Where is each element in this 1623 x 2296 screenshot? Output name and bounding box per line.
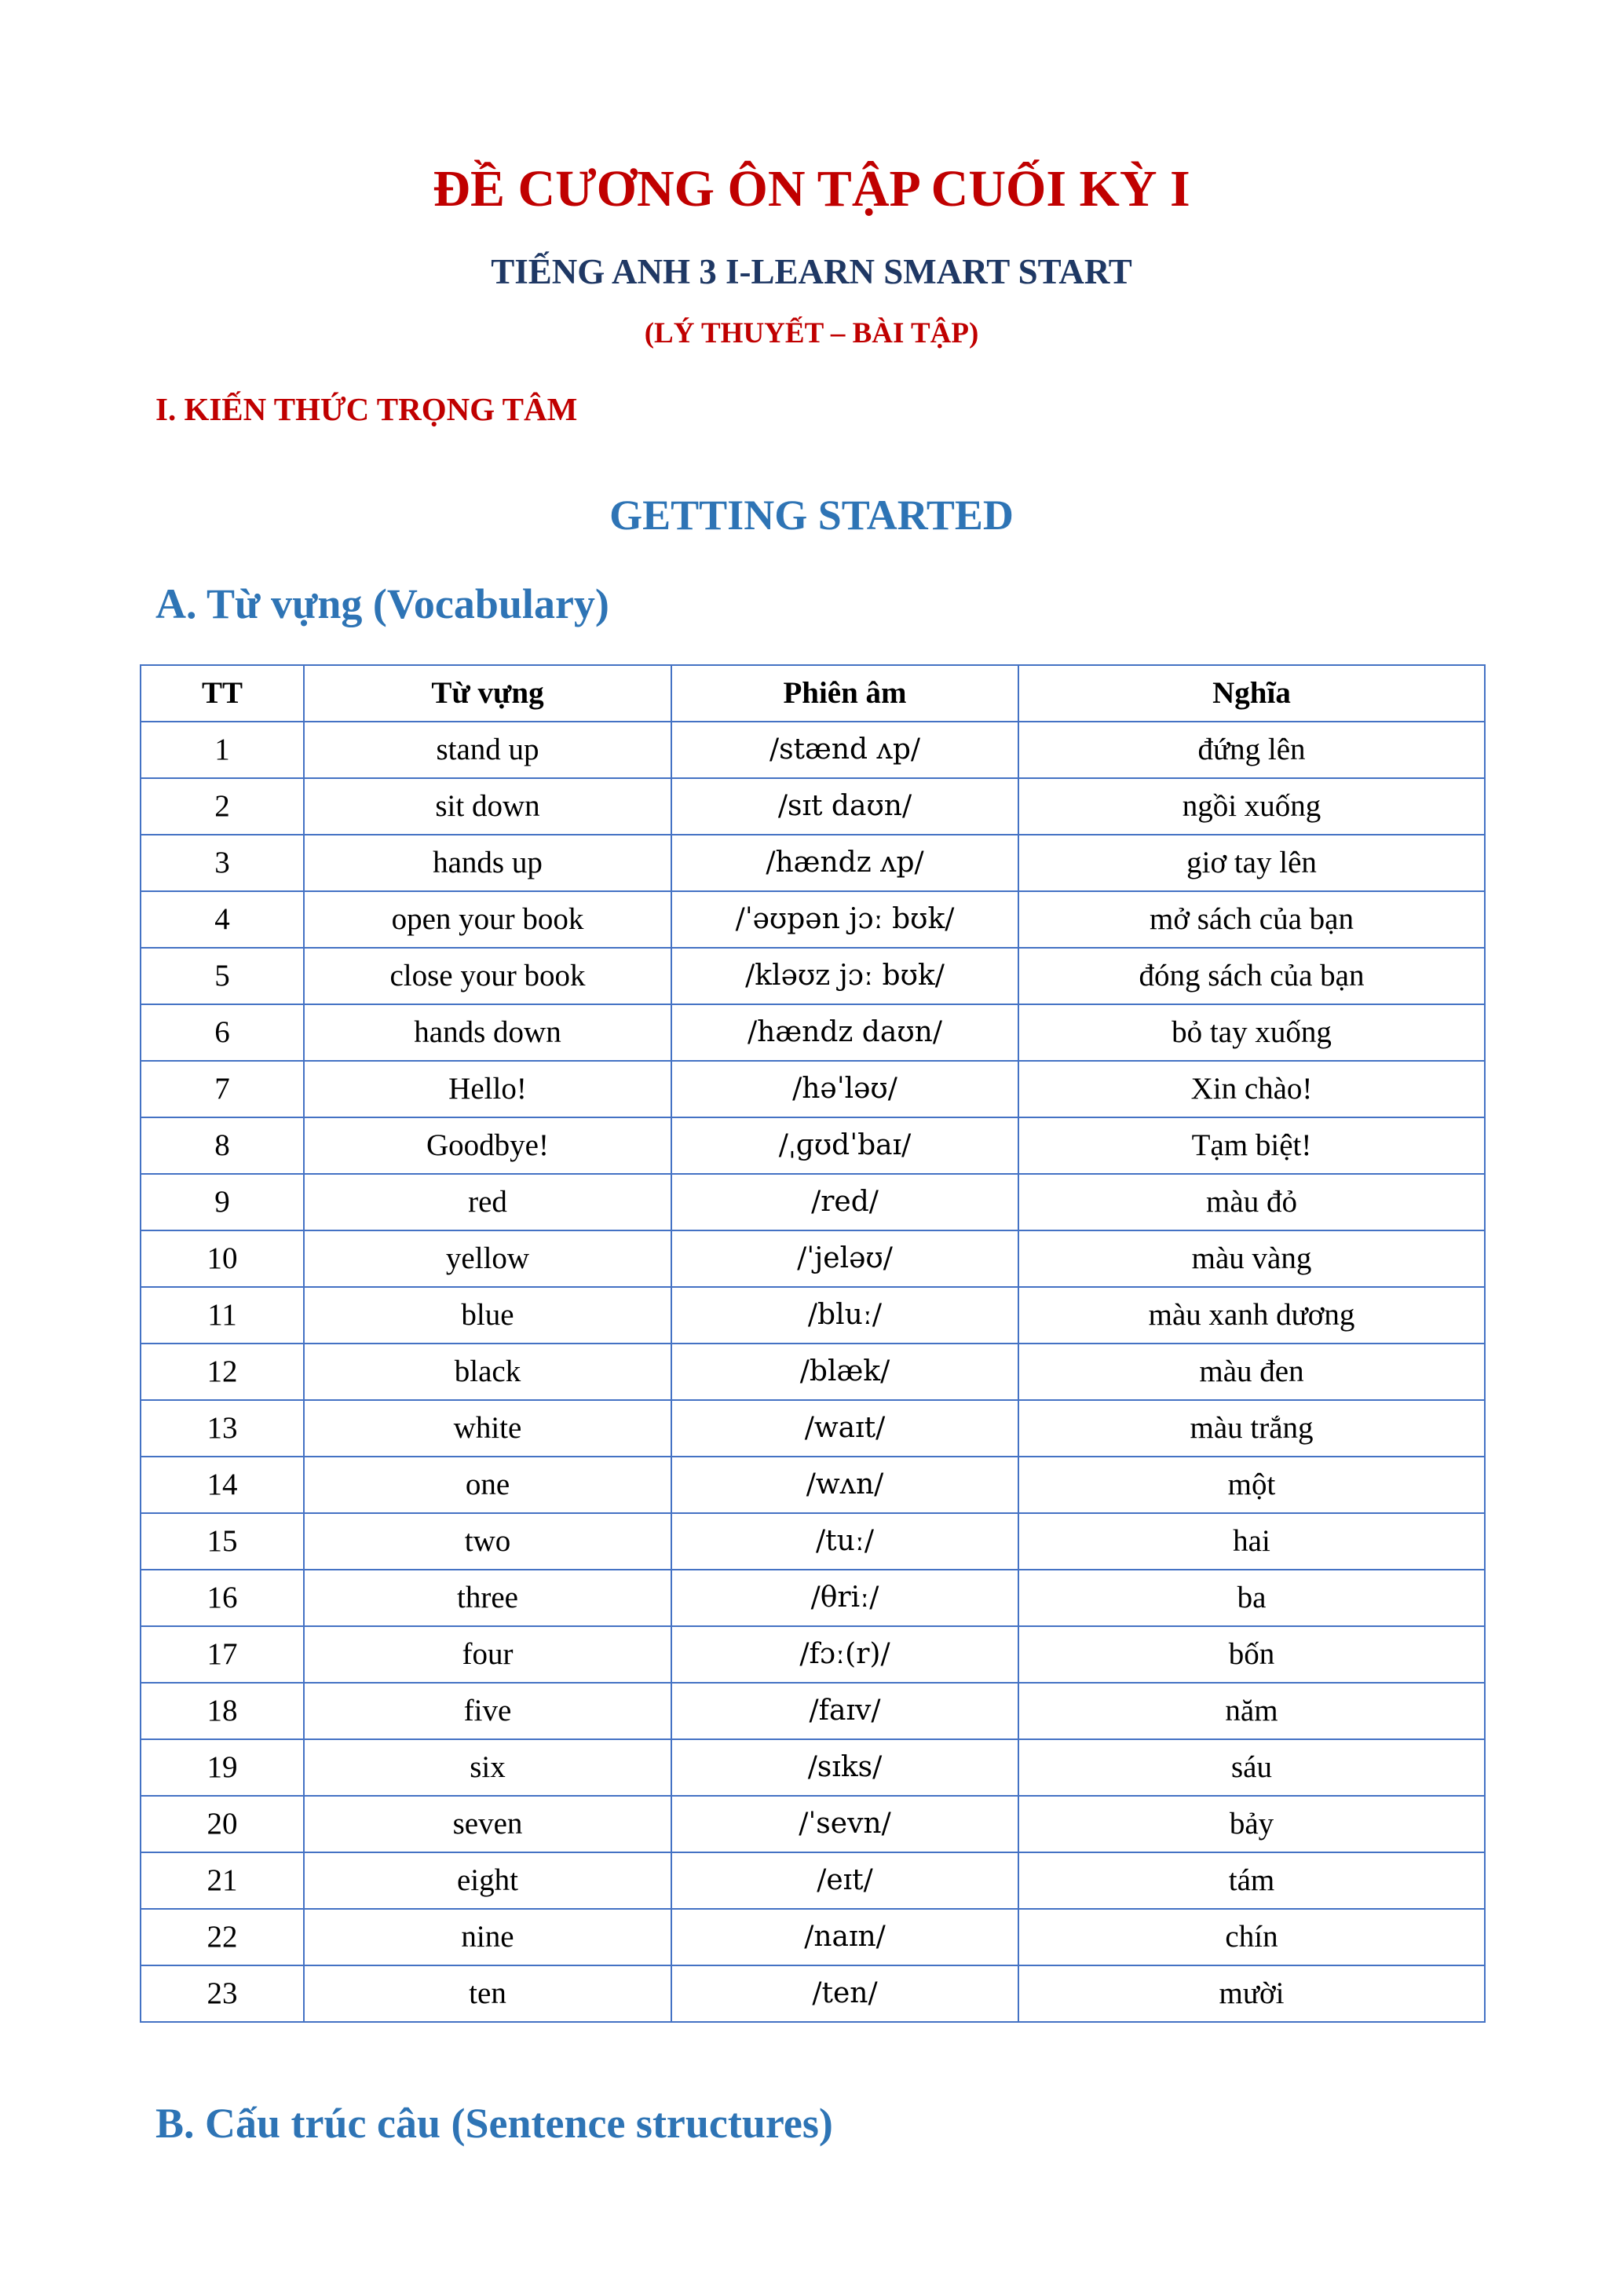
cell-number: 1	[141, 722, 304, 778]
cell-word: four	[304, 1626, 671, 1683]
cell-pronunciation: /ˌɡʊdˈbaɪ/	[671, 1117, 1018, 1174]
cell-word: hands down	[304, 1004, 671, 1061]
cell-word: open your book	[304, 891, 671, 948]
cell-pronunciation: /blæk/	[671, 1344, 1018, 1400]
cell-meaning: chín	[1018, 1909, 1485, 1965]
cell-meaning: màu đỏ	[1018, 1174, 1485, 1230]
cell-number: 6	[141, 1004, 304, 1061]
cell-number: 21	[141, 1852, 304, 1909]
cell-word: sit down	[304, 778, 671, 835]
cell-word: Goodbye!	[304, 1117, 671, 1174]
cell-number: 14	[141, 1457, 304, 1513]
cell-word: yellow	[304, 1230, 671, 1287]
table-row	[141, 1796, 1485, 1852]
cell-meaning: bỏ tay xuống	[1018, 1004, 1485, 1061]
cell-pronunciation: /faɪv/	[671, 1683, 1018, 1739]
section-heading: I. KIẾN THỨC TRỌNG TÂM	[155, 391, 578, 427]
cell-number: 11	[141, 1287, 304, 1344]
part-title: GETTING STARTED	[609, 492, 1014, 539]
header-word: Từ vựng	[304, 665, 671, 722]
table-row	[141, 1174, 1485, 1230]
cell-meaning: sáu	[1018, 1739, 1485, 1796]
cell-meaning: Xin chào!	[1018, 1061, 1485, 1117]
header-meaning: Nghĩa	[1018, 665, 1485, 722]
cell-number: 7	[141, 1061, 304, 1117]
cell-pronunciation: /sɪt daʊn/	[671, 778, 1018, 835]
cell-pronunciation: /kləʊz jɔː bʊk/	[671, 948, 1018, 1004]
cell-pronunciation: /waɪt/	[671, 1400, 1018, 1457]
header-number: TT	[141, 665, 304, 722]
cell-word: stand up	[304, 722, 671, 778]
cell-number: 8	[141, 1117, 304, 1174]
cell-number: 2	[141, 778, 304, 835]
cell-meaning: ba	[1018, 1570, 1485, 1626]
header-pronunciation: Phiên âm	[671, 665, 1018, 722]
cell-meaning: đứng lên	[1018, 722, 1485, 778]
table-row	[141, 1004, 1485, 1061]
cell-meaning: năm	[1018, 1683, 1485, 1739]
cell-meaning: bảy	[1018, 1796, 1485, 1852]
table-row	[141, 722, 1485, 778]
cell-word: close your book	[304, 948, 671, 1004]
table-row	[141, 835, 1485, 891]
cell-pronunciation: /ˈjeləʊ/	[671, 1230, 1018, 1287]
cell-pronunciation: /hændz ʌp/	[671, 835, 1018, 891]
cell-word: five	[304, 1683, 671, 1739]
sentence-structures-heading: B. Cấu trúc câu (Sentence structures)	[155, 2100, 833, 2147]
vocabulary-heading: A. Từ vựng (Vocabulary)	[155, 580, 609, 627]
cell-pronunciation: /eɪt/	[671, 1852, 1018, 1909]
cell-word: white	[304, 1400, 671, 1457]
table-row	[141, 1909, 1485, 1965]
table-row	[141, 1965, 1485, 2022]
cell-pronunciation: /həˈləʊ/	[671, 1061, 1018, 1117]
cell-word: seven	[304, 1796, 671, 1852]
cell-number: 15	[141, 1513, 304, 1570]
table-row	[141, 1683, 1485, 1739]
cell-word: hands up	[304, 835, 671, 891]
document-title: ĐỀ CƯƠNG ÔN TẬP CUỐI KỲ I	[433, 160, 1190, 218]
table-row	[141, 1230, 1485, 1287]
cell-number: 19	[141, 1739, 304, 1796]
cell-number: 5	[141, 948, 304, 1004]
table-row	[141, 1287, 1485, 1344]
table-row	[141, 1061, 1485, 1117]
cell-pronunciation: /θriː/	[671, 1570, 1018, 1626]
cell-meaning: màu xanh dương	[1018, 1287, 1485, 1344]
cell-word: one	[304, 1457, 671, 1513]
cell-pronunciation: /ten/	[671, 1965, 1018, 2022]
table-row	[141, 891, 1485, 948]
table-row	[141, 948, 1485, 1004]
cell-meaning: giơ tay lên	[1018, 835, 1485, 891]
cell-pronunciation: /fɔː(r)/	[671, 1626, 1018, 1683]
cell-pronunciation: /ˈəʊpən jɔː bʊk/	[671, 891, 1018, 948]
cell-number: 22	[141, 1909, 304, 1965]
cell-number: 12	[141, 1344, 304, 1400]
cell-word: black	[304, 1344, 671, 1400]
cell-number: 9	[141, 1174, 304, 1230]
cell-pronunciation: /sɪks/	[671, 1739, 1018, 1796]
cell-pronunciation: /bluː/	[671, 1287, 1018, 1344]
table-row	[141, 778, 1485, 835]
table-row	[141, 1400, 1485, 1457]
cell-number: 16	[141, 1570, 304, 1626]
cell-meaning: bốn	[1018, 1626, 1485, 1683]
cell-word: six	[304, 1739, 671, 1796]
cell-word: eight	[304, 1852, 671, 1909]
cell-number: 10	[141, 1230, 304, 1287]
cell-number: 13	[141, 1400, 304, 1457]
table-row	[141, 1513, 1485, 1570]
table-header-row	[141, 665, 1485, 722]
cell-meaning: màu trắng	[1018, 1400, 1485, 1457]
cell-number: 3	[141, 835, 304, 891]
cell-word: Hello!	[304, 1061, 671, 1117]
cell-word: nine	[304, 1909, 671, 1965]
cell-pronunciation: /stænd ʌp/	[671, 722, 1018, 778]
document-subtitle: TIẾNG ANH 3 I-LEARN SMART START	[491, 252, 1132, 291]
cell-pronunciation: /ˈsevn/	[671, 1796, 1018, 1852]
cell-meaning: mười	[1018, 1965, 1485, 2022]
cell-number: 18	[141, 1683, 304, 1739]
document-subtitle-secondary: (LÝ THUYẾT – BÀI TẬP)	[644, 317, 979, 349]
cell-pronunciation: /red/	[671, 1174, 1018, 1230]
cell-word: three	[304, 1570, 671, 1626]
table-row	[141, 1457, 1485, 1513]
vocabulary-table	[140, 664, 1486, 2023]
table-row	[141, 1852, 1485, 1909]
cell-pronunciation: /tuː/	[671, 1513, 1018, 1570]
cell-meaning: ngồi xuống	[1018, 778, 1485, 835]
cell-number: 4	[141, 891, 304, 948]
cell-pronunciation: /wʌn/	[671, 1457, 1018, 1513]
cell-meaning: đóng sách của bạn	[1018, 948, 1485, 1004]
cell-word: blue	[304, 1287, 671, 1344]
cell-number: 20	[141, 1796, 304, 1852]
cell-word: red	[304, 1174, 671, 1230]
cell-number: 23	[141, 1965, 304, 2022]
table-row	[141, 1739, 1485, 1796]
cell-number: 17	[141, 1626, 304, 1683]
cell-meaning: hai	[1018, 1513, 1485, 1570]
cell-meaning: Tạm biệt!	[1018, 1117, 1485, 1174]
table-row	[141, 1570, 1485, 1626]
table-body	[141, 722, 1485, 2022]
cell-word: two	[304, 1513, 671, 1570]
cell-meaning: màu vàng	[1018, 1230, 1485, 1287]
cell-meaning: mở sách của bạn	[1018, 891, 1485, 948]
table-row	[141, 1344, 1485, 1400]
cell-meaning: một	[1018, 1457, 1485, 1513]
cell-pronunciation: /naɪn/	[671, 1909, 1018, 1965]
cell-meaning: màu đen	[1018, 1344, 1485, 1400]
cell-meaning: tám	[1018, 1852, 1485, 1909]
table-row	[141, 1117, 1485, 1174]
cell-pronunciation: /hændz daʊn/	[671, 1004, 1018, 1061]
table-row	[141, 1626, 1485, 1683]
cell-word: ten	[304, 1965, 671, 2022]
